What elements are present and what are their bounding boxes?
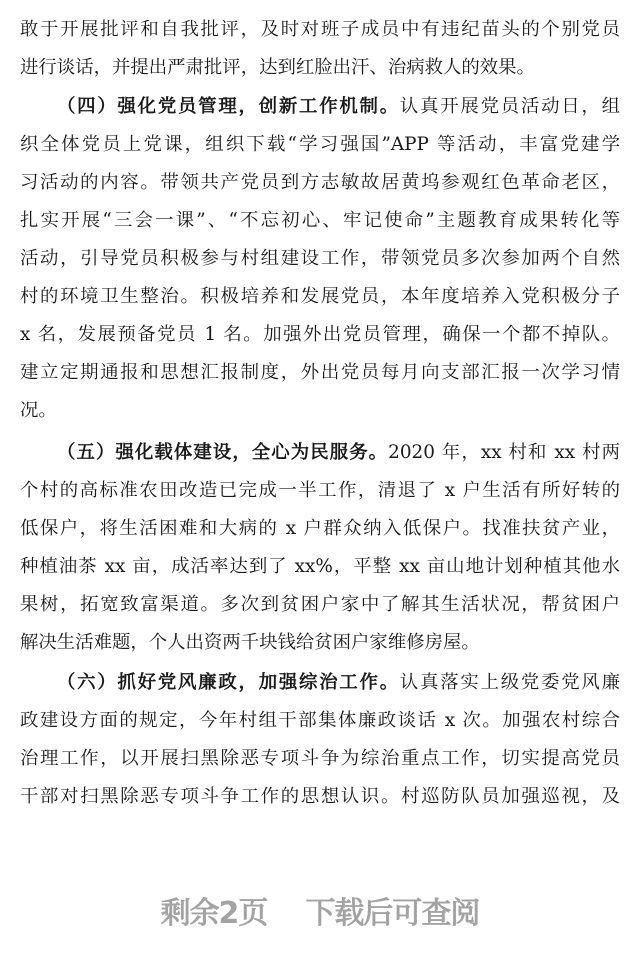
remaining-pages-label[interactable]: 剩余2页: [160, 896, 268, 931]
text-line: 解决生活难题，个人出资两千块钱给贫困户家维修房屋。: [20, 632, 480, 653]
text-line: 政建设方面的规定，今年村组干部集体廉政谈话 x 次。加强农村综合: [20, 710, 620, 731]
text-line: 习活动的内容。带领共产党员到方志敏故居黄坞参观红色革命老区，: [20, 172, 620, 193]
section-heading: （四）强化党员管理，创新工作机制。: [57, 96, 400, 117]
section-heading-line: [20, 435, 620, 471]
download-prompt-footer[interactable]: [0, 884, 640, 936]
text-line: 种植油茶 xx 亩，成活率达到了 xx%，平整 xx 亩山地计划种植其他水: [20, 556, 620, 577]
section-heading-line: [20, 89, 620, 125]
text-line: 低保户，将生活困难和大病的 x 户群众纳入低保户。找准扶贫产业，: [20, 518, 620, 539]
text-line: 敢于开展批评和自我批评，及时对班子成员中有违纪苗头的个别党员: [20, 19, 620, 40]
text-run: 认真开展党员活动日，组: [399, 96, 620, 117]
text-line: 建立定期通报和思想汇报制度，外出党员每月向支部汇报一次学习情: [20, 362, 620, 383]
section-heading-line: [20, 665, 620, 701]
section-heading: （五）强化载体建设，全心为民服务。: [57, 442, 389, 463]
text-run: 认真落实上级党委党风廉: [399, 672, 620, 693]
download-to-view-link[interactable]: 下载后可查阅: [305, 896, 480, 931]
text-line: 个村的高标准农田改造已完成一半工作，清退了 x 户生活有所好转的: [20, 480, 620, 501]
text-line: 扎实开展“三会一课”、“不忘初心、牢记使命”主题教育成果转化等: [20, 210, 620, 231]
text-line: 织全体党员上党课，组织下载“学习强国”APP 等活动，丰富党建学: [20, 134, 620, 155]
text-line: x 名，发展预备党员 1 名。加强外出党员管理，确保一个都不掉队。: [20, 324, 620, 345]
text-line: 活动，引导党员积极参与村组建设工作，带领党员多次参加两个自然: [20, 248, 620, 269]
section-heading: （六）抓好党风廉政，加强综治工作。: [57, 672, 400, 693]
text-run: 2020 年，xx 村和 xx 村两: [388, 442, 620, 463]
text-line: 果树，拓宽致富渠道。多次到贫困户家中了解其生活状况，帮贫困户: [20, 594, 620, 615]
text-line: 治理工作，以开展扫黑除恶专项斗争为综治重点工作，切实提高党员: [20, 748, 620, 769]
text-line: 村的环境卫生整治。积极培养和发展党员，本年度培养入党积极分子: [20, 286, 620, 307]
text-line: 况。: [20, 400, 57, 421]
text-line: 干部对扫黑除恶专项斗争工作的思想认识。村巡防队员加强巡视，及: [20, 786, 620, 807]
text-line: 进行谈话，并提出严肃批评，达到红脸出汗、治病救人的效果。: [20, 57, 535, 78]
